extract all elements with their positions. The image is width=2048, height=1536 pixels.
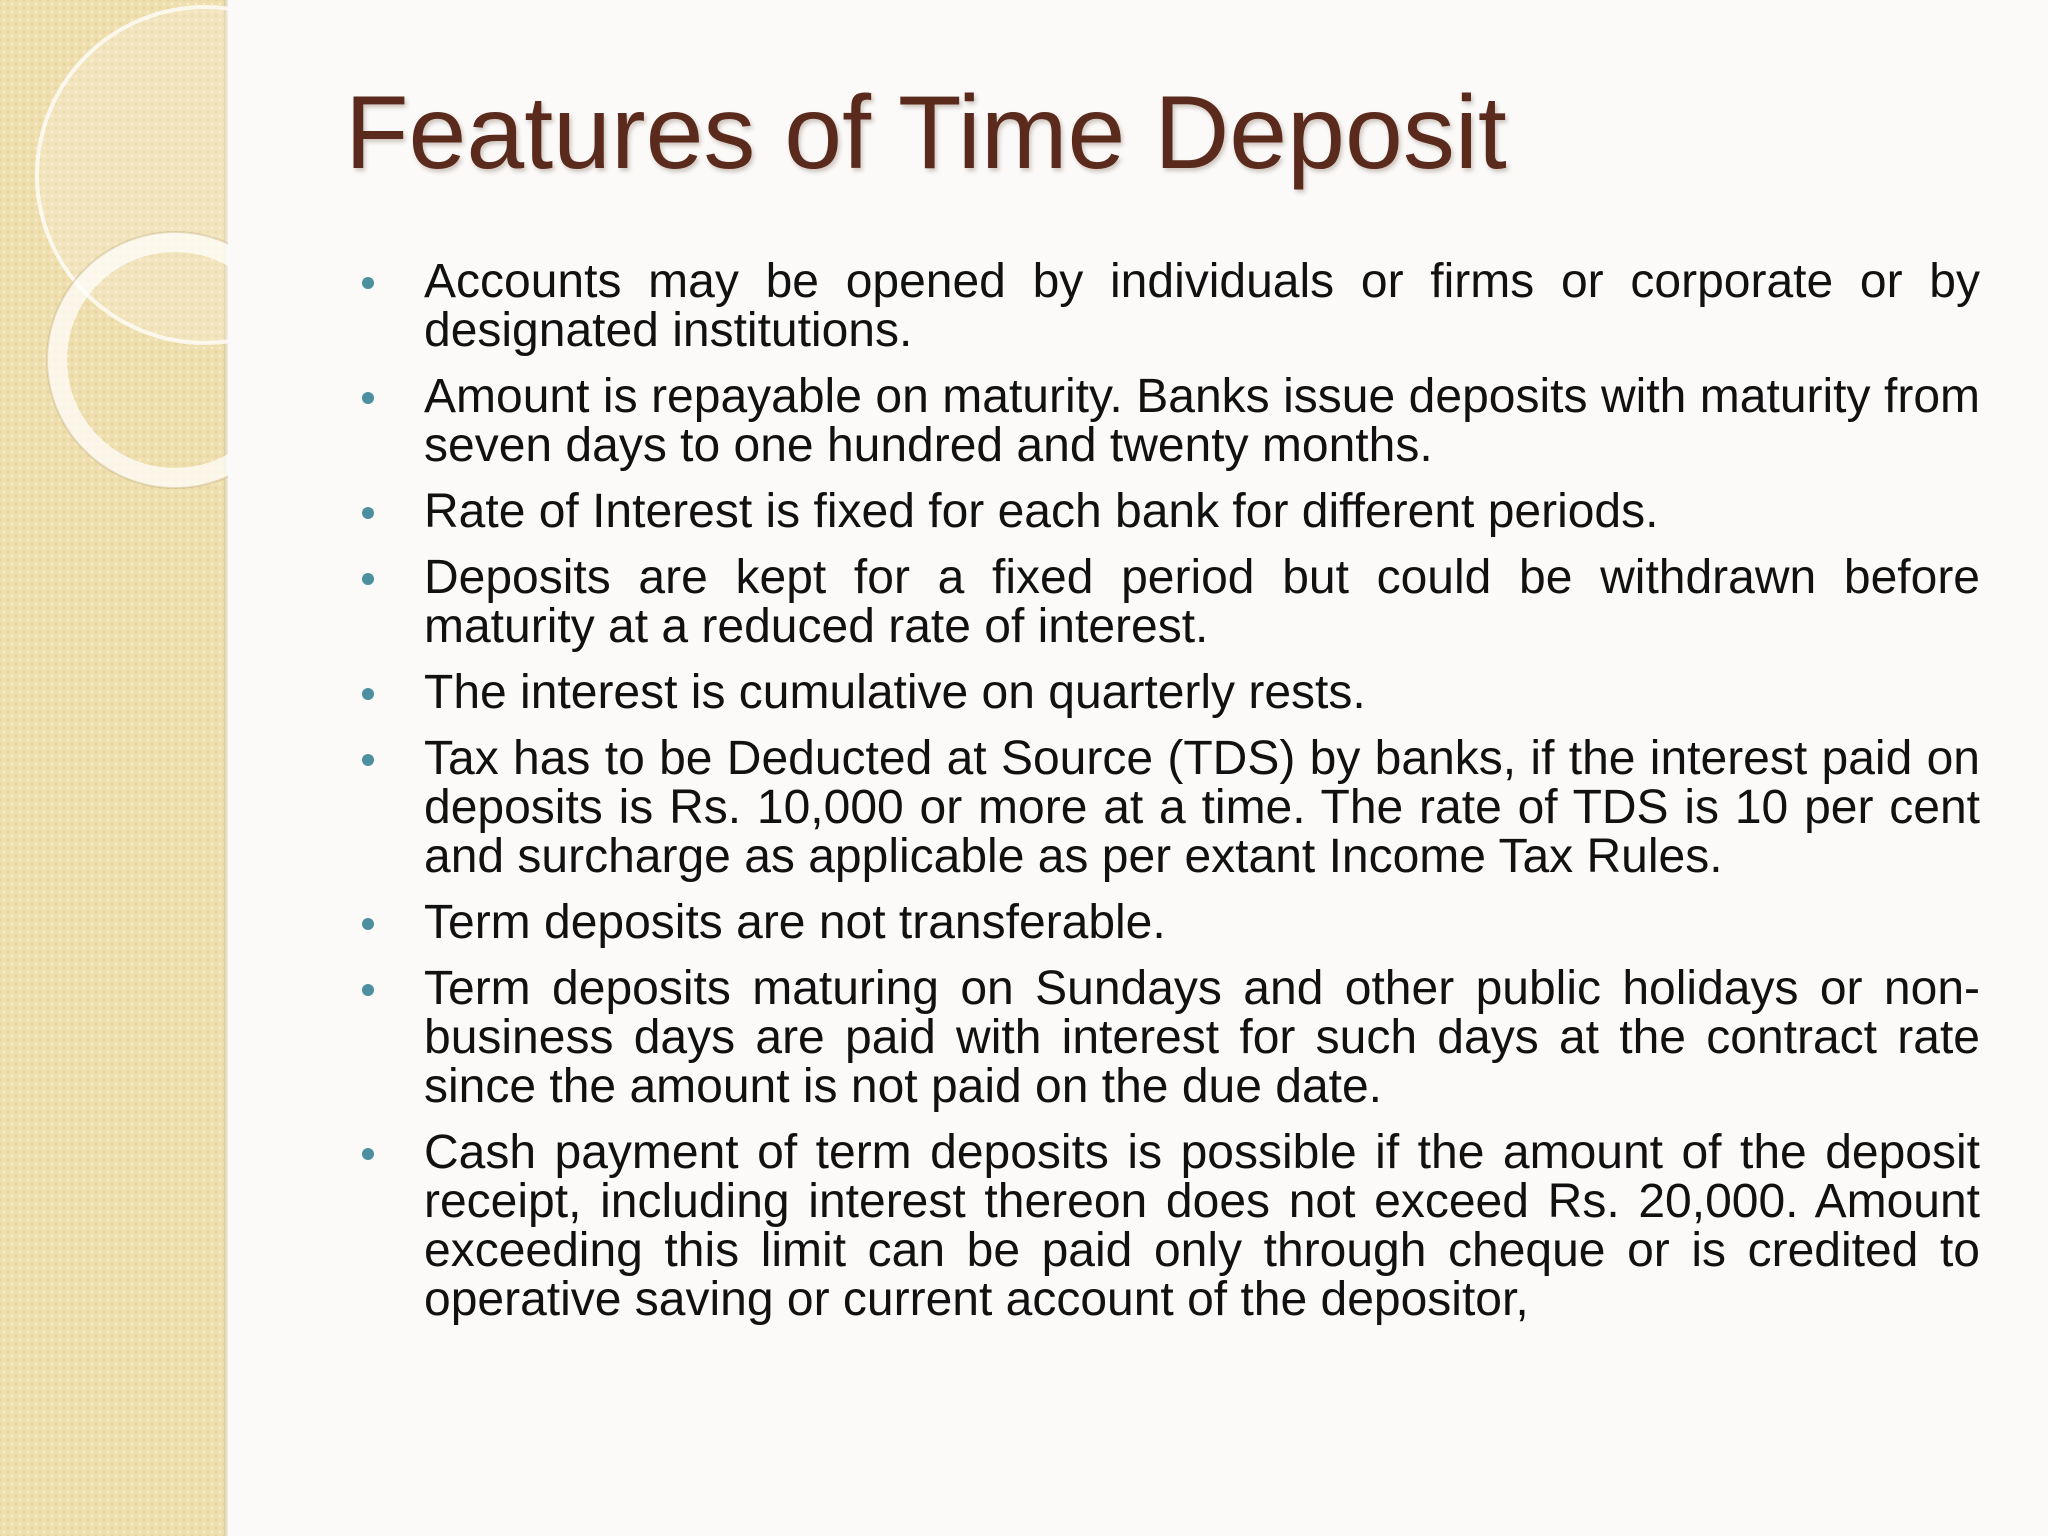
bullet-item (424, 257, 1980, 355)
bullet-item (424, 964, 1980, 1111)
bullet-text: Accounts may be opened by individuals or firms or corporate or by designated institutions. (424, 255, 1980, 357)
bullet-dot-icon (362, 1148, 374, 1160)
bullet-item (424, 553, 1980, 651)
bullet-text: Term deposits maturing on Sundays and other public holidays or non-business days are paid with interest for such days at the contract rate since the amount is not paid on the due date. (424, 962, 1980, 1113)
bullet-dot-icon (362, 573, 374, 585)
bullet-item (424, 668, 1980, 717)
bullet-dot-icon (362, 507, 374, 519)
bullet-dot-icon (362, 918, 374, 930)
bullet-item (424, 1128, 1980, 1324)
bullet-text: Amount is repayable on maturity. Banks issue deposits with maturity from seven days to one hundred and twenty months. (424, 370, 1980, 472)
bullet-text: Cash payment of term deposits is possible if the amount of the deposit receipt, including interest thereon does not exceed Rs. 20,000. Amount exceeding this limit can be paid only through cheque or is credited to operative saving or current account of the depositor, (424, 1126, 1980, 1326)
bullet-item (424, 898, 1980, 947)
bullet-text: Tax has to be Deducted at Source (TDS) by banks, if the interest paid on deposits is Rs. 10,000 or more at a time. The rate of TDS is 10 per cent and surcharge as applicable as per extant Income Tax Rules. (424, 732, 1980, 883)
bullet-text: The interest is cumulative on quarterly rests. (424, 666, 1366, 719)
bullet-dot-icon (362, 754, 374, 766)
bullet-item (424, 487, 1980, 536)
bullet-dot-icon (362, 392, 374, 404)
slide-title: Features of Time Deposit (345, 75, 1507, 191)
bullet-item (424, 734, 1980, 881)
bullet-text: Term deposits are not transferable. (424, 896, 1166, 949)
decorative-rings (0, 0, 228, 520)
bullet-text: Rate of Interest is fixed for each bank for different periods. (424, 485, 1659, 538)
bullet-item (424, 372, 1980, 470)
bullet-dot-icon (362, 277, 374, 289)
bullet-dot-icon (362, 984, 374, 996)
bullet-text: Deposits are kept for a fixed period but could be withdrawn before maturity at a reduced rate of interest. (424, 551, 1980, 653)
bullet-dot-icon (362, 688, 374, 700)
bullet-list (424, 257, 1980, 1341)
